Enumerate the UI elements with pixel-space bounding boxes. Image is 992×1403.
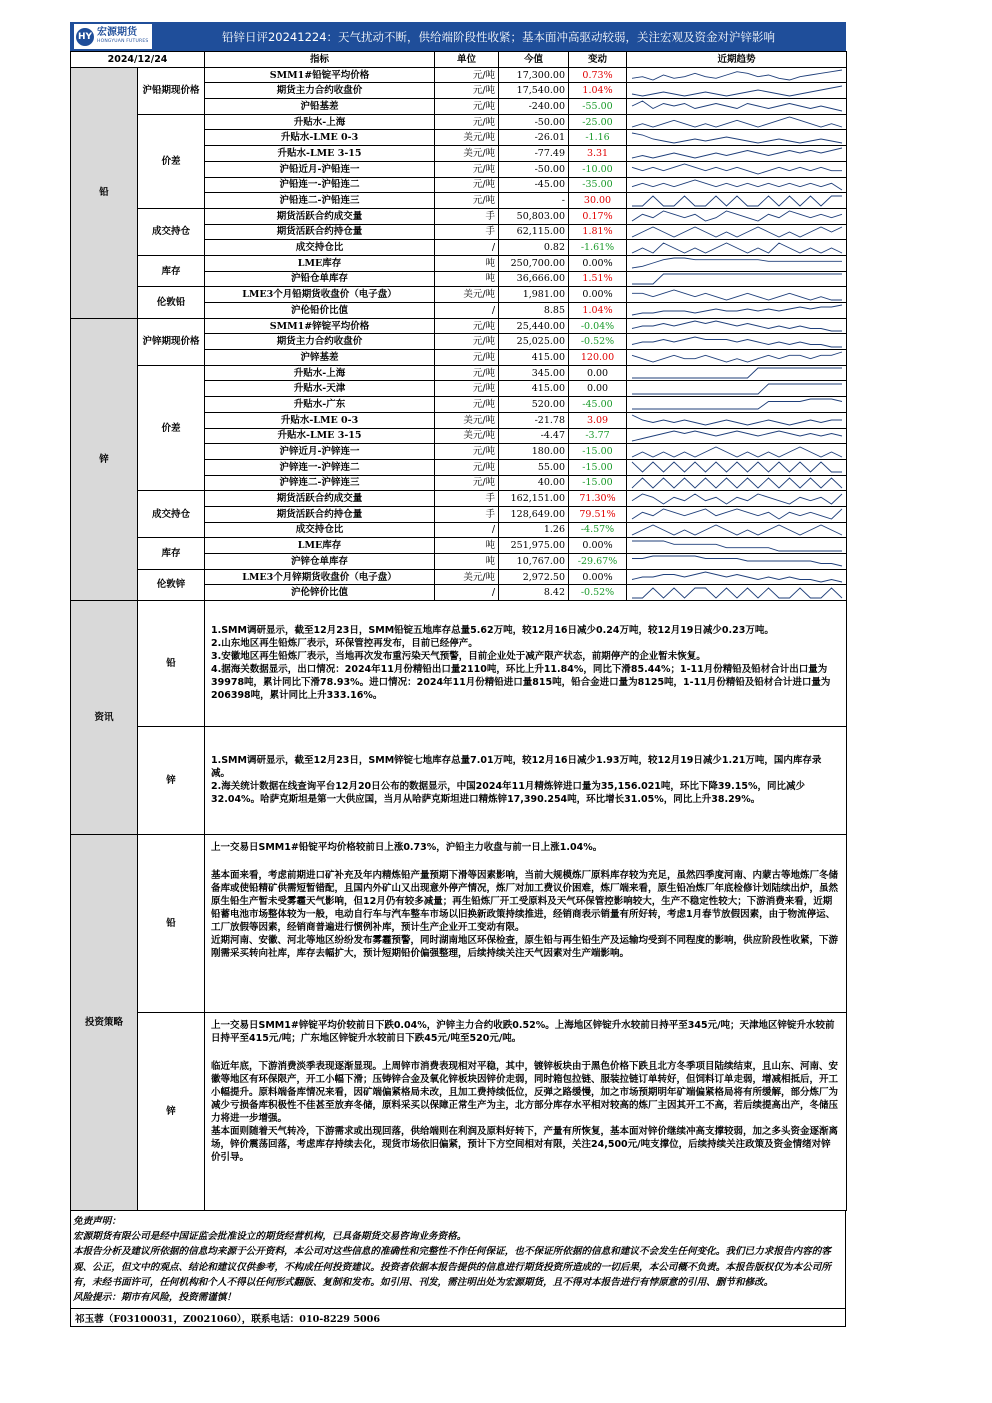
value-cell: -77.49 bbox=[499, 146, 569, 162]
trend-sparkline bbox=[627, 569, 847, 585]
sparkline-chart bbox=[630, 429, 844, 443]
indicator-name: 升贴水-上海 bbox=[205, 365, 435, 381]
indicator-name: 期货活跃合约成交量 bbox=[205, 491, 435, 507]
change-cell: -15.00 bbox=[569, 475, 627, 491]
change-cell: 0.73% bbox=[569, 67, 627, 83]
value-cell: 250,700.00 bbox=[499, 255, 569, 271]
value-cell: 520.00 bbox=[499, 397, 569, 413]
change-cell: 79.51% bbox=[569, 506, 627, 522]
unit-cell: 元/吨 bbox=[435, 397, 499, 413]
sparkline-chart bbox=[630, 554, 844, 568]
report-title: 铅锌日评20241224：天气扰动不断，供给端阶段性收紧；基本面冲高驱动较弱，关注宏观及资金对沪锌影响 bbox=[221, 29, 776, 44]
column-header-row bbox=[71, 52, 847, 68]
indicator-name: 沪铅近月-沪铅连一 bbox=[205, 161, 435, 177]
change-cell: 1.04% bbox=[569, 303, 627, 319]
indicator-name: LME库存 bbox=[205, 538, 435, 554]
value-cell: -50.00 bbox=[499, 114, 569, 130]
unit-cell: / bbox=[435, 240, 499, 256]
indicator-name: 沪锌基差 bbox=[205, 350, 435, 366]
change-cell: -0.04% bbox=[569, 318, 627, 334]
sparkline-line bbox=[632, 368, 842, 378]
sparkline-line bbox=[632, 133, 842, 143]
change-cell: 0.00 bbox=[569, 365, 627, 381]
table-row bbox=[71, 491, 847, 507]
indicator-name: 期货活跃合约成交量 bbox=[205, 208, 435, 224]
sparkline-chart bbox=[630, 84, 844, 98]
strategy-zinc-label: 锌 bbox=[138, 1013, 205, 1211]
indicator-name: 升贴水-LME 3-15 bbox=[205, 428, 435, 444]
sparkline-chart bbox=[630, 272, 844, 286]
sparkline-line bbox=[632, 462, 842, 472]
value-cell: 62,115.00 bbox=[499, 224, 569, 240]
sparkline-chart bbox=[630, 225, 844, 239]
unit-cell: 美元/吨 bbox=[435, 146, 499, 162]
unit-cell: 美元/吨 bbox=[435, 569, 499, 585]
sparkline-line bbox=[632, 148, 842, 158]
sparkline-line bbox=[632, 290, 842, 300]
value-cell: -21.78 bbox=[499, 412, 569, 428]
sparkline-chart bbox=[630, 413, 844, 427]
change-cell: 30.00 bbox=[569, 193, 627, 209]
trend-sparkline bbox=[627, 318, 847, 334]
indicator-name: 沪铅连二-沪铅连三 bbox=[205, 193, 435, 209]
sparkline-chart bbox=[630, 523, 844, 537]
trend-sparkline bbox=[627, 538, 847, 554]
table-row bbox=[71, 569, 847, 585]
indicator-name: 成交持仓比 bbox=[205, 522, 435, 538]
indicator-name: 升贴水-LME 0-3 bbox=[205, 130, 435, 146]
indicator-name: LME库存 bbox=[205, 255, 435, 271]
trend-sparkline bbox=[627, 67, 847, 83]
unit-cell: 吨 bbox=[435, 271, 499, 287]
table-row bbox=[71, 208, 847, 224]
change-cell: -15.00 bbox=[569, 444, 627, 460]
unit-cell: 元/吨 bbox=[435, 475, 499, 491]
sparkline-line bbox=[632, 196, 842, 206]
news-lead-label: 铅 bbox=[138, 601, 205, 726]
change-cell: -0.52% bbox=[569, 585, 627, 601]
sparkline-chart bbox=[630, 178, 844, 192]
value-cell: -45.00 bbox=[499, 177, 569, 193]
sparkline-chart bbox=[630, 476, 844, 490]
sparkline-line bbox=[632, 494, 842, 504]
value-cell: 17,540.00 bbox=[499, 83, 569, 99]
unit-cell: 元/吨 bbox=[435, 193, 499, 209]
group-label: 价差 bbox=[138, 365, 205, 491]
trend-sparkline bbox=[627, 506, 847, 522]
change-cell: 0.00% bbox=[569, 255, 627, 271]
unit-cell: 元/吨 bbox=[435, 99, 499, 115]
value-cell: -240.00 bbox=[499, 99, 569, 115]
strategy-zinc-text: 上一交易日SMM1#锌锭平均价较前日下跌0.04%，沪锌主力合约收跌0.52%。上海地区锌锭升水较前日持平至345元/吨；天津地区锌锭升水较前日持平至415元/吨；广东地区锌锭升水较前日下跌45元/吨至520元/吨。 临近年底，下游消费淡季表现逐渐显现。上周锌市消费表现相对平稳，其中，镀锌板块由于黑色价格下跌且北方冬季项目陆续结束，且山东、河南、安徽等地区有环保限产，开工小幅下滑；压铸锌合金及氧化锌板块因锌价走弱，同时箱包拉链、服装拉链订单转好，但饲料订单走弱，增减相抵后，开工小幅提升。原料端备库情况来看，因矿端偏紧格局未改，且加工费持续低位，反弹之路缓慢，加之市场预期明年矿端偏紧格局将有所缓解，部分炼厂为减少亏损备库积极性不佳甚至放弃冬储，原料采买以保障正常生产为主，北方部分库存水平相对较高的炼厂主因其开工不高，若后续提高出产，冬储压力将进一步增强。 基本面则随着天气转冷，下游需求或出现回落，供给端则在利润及原料好转下，产量有所恢复，基本面对锌价继续冲高支撑较弱，加之多头资金逐渐离场，锌价震荡回落，考虑库存持续去化，现货市场依旧偏紧，预计下方空间相对有限，关注24,500元/吨支撑位，后续持续关注政策及资金情绪对锌价引导。 bbox=[205, 1013, 847, 1211]
sparkline-line bbox=[632, 227, 842, 237]
sparkline-chart bbox=[630, 209, 844, 223]
trend-sparkline bbox=[627, 334, 847, 350]
group-label: 沪锌期现价格 bbox=[138, 318, 205, 365]
indicator-name: 期货活跃合约持仓量 bbox=[205, 506, 435, 522]
unit-cell: 吨 bbox=[435, 538, 499, 554]
trend-sparkline bbox=[627, 208, 847, 224]
unit-cell: 元/吨 bbox=[435, 177, 499, 193]
sparkline-line bbox=[632, 556, 842, 566]
indicator-name: 期货主力合约收盘价 bbox=[205, 83, 435, 99]
logo-name: 宏源期货 bbox=[97, 26, 137, 38]
trend-sparkline bbox=[627, 459, 847, 475]
value-cell: 180.00 bbox=[499, 444, 569, 460]
col-change: 变动 bbox=[569, 52, 627, 68]
group-label: 库存 bbox=[138, 538, 205, 569]
value-cell: -50.00 bbox=[499, 161, 569, 177]
unit-cell: 元/吨 bbox=[435, 459, 499, 475]
indicator-name: LME3个月锌期货收盘价（电子盘） bbox=[205, 569, 435, 585]
change-cell: 3.09 bbox=[569, 412, 627, 428]
unit-cell: 元/吨 bbox=[435, 350, 499, 366]
indicator-name: 沪铅连一-沪铅连二 bbox=[205, 177, 435, 193]
unit-cell: 元/吨 bbox=[435, 334, 499, 350]
company-logo bbox=[74, 24, 152, 49]
change-cell: -45.00 bbox=[569, 397, 627, 413]
sparkline-chart bbox=[630, 586, 844, 600]
trend-sparkline bbox=[627, 444, 847, 460]
section-label: 铅 bbox=[71, 67, 138, 318]
logo-name-en: HONGYUAN FUTURES bbox=[97, 38, 149, 44]
group-label: 库存 bbox=[138, 255, 205, 286]
unit-cell: 手 bbox=[435, 208, 499, 224]
value-cell: 17,300.00 bbox=[499, 67, 569, 83]
sparkline-line bbox=[632, 588, 842, 598]
value-cell: 345.00 bbox=[499, 365, 569, 381]
change-cell: 0.17% bbox=[569, 208, 627, 224]
sparkline-chart bbox=[630, 397, 844, 411]
strategy-lead-label: 铅 bbox=[138, 835, 205, 1013]
indicator-name: SMM1#锌锭平均价格 bbox=[205, 318, 435, 334]
group-label: 成交持仓 bbox=[138, 208, 205, 255]
logo-icon: HY bbox=[76, 28, 94, 46]
unit-cell: 手 bbox=[435, 224, 499, 240]
change-cell: 71.30% bbox=[569, 491, 627, 507]
sparkline-chart bbox=[630, 460, 844, 474]
trend-sparkline bbox=[627, 287, 847, 303]
unit-cell: 美元/吨 bbox=[435, 412, 499, 428]
sparkline-chart bbox=[630, 445, 844, 459]
change-cell: -29.67% bbox=[569, 554, 627, 570]
change-cell: -4.57% bbox=[569, 522, 627, 538]
news-zinc-text: 1.SMM调研显示，截至12月23日，SMM锌锭七地库存总量7.01万吨，较12月16日减少1.93万吨，较12月19日减少1.21万吨，国内库存录减。 2.海关统计数据在线查询平台12月20日公布的数据显示，中国2024年11月精炼锌进口量为35,156.021吨，环比下降39.15%，同比减少32.04%。哈萨克斯坦是第一大供应国，当月从哈萨克斯坦进口精炼锌17,390.254吨，环比增长31.05%，同比上升38.29%。 bbox=[205, 726, 847, 834]
trend-sparkline bbox=[627, 365, 847, 381]
news-table bbox=[70, 601, 847, 835]
trend-sparkline bbox=[627, 224, 847, 240]
sparkline-chart bbox=[630, 492, 844, 506]
disclaimer-title: 免责声明： bbox=[73, 1216, 121, 1228]
change-cell: -55.00 bbox=[569, 99, 627, 115]
change-cell: 1.51% bbox=[569, 271, 627, 287]
unit-cell: 元/吨 bbox=[435, 161, 499, 177]
sparkline-line bbox=[632, 86, 842, 96]
value-cell: 40.00 bbox=[499, 475, 569, 491]
value-cell: 162,151.00 bbox=[499, 491, 569, 507]
disclaimer-line: 宏源期货有限公司是经中国证监会批准设立的期货经营机构，已具备期货交易咨询业务资格。 bbox=[73, 1231, 467, 1243]
report-sheet bbox=[70, 22, 846, 1327]
unit-cell: 元/吨 bbox=[435, 318, 499, 334]
section-label: 锌 bbox=[71, 318, 138, 600]
unit-cell: / bbox=[435, 522, 499, 538]
unit-cell: 吨 bbox=[435, 554, 499, 570]
sparkline-line bbox=[632, 337, 842, 347]
trend-sparkline bbox=[627, 412, 847, 428]
sparkline-chart bbox=[630, 319, 844, 333]
author-contact: 祁玉蓉（F03100031，Z0021060），联系电话：010-8229 5006 bbox=[70, 1309, 846, 1327]
sparkline-line bbox=[632, 180, 842, 190]
change-cell: 120.00 bbox=[569, 350, 627, 366]
sparkline-chart bbox=[630, 539, 844, 553]
value-cell: 0.82 bbox=[499, 240, 569, 256]
risk-warning: 风险提示：期市有风险，投资需谨慎！ bbox=[73, 1292, 237, 1304]
sparkline-line bbox=[632, 258, 842, 268]
trend-sparkline bbox=[627, 99, 847, 115]
trend-sparkline bbox=[627, 381, 847, 397]
sparkline-line bbox=[632, 509, 842, 519]
change-cell: -1.16 bbox=[569, 130, 627, 146]
trend-sparkline bbox=[627, 350, 847, 366]
disclaimer-line: 本报告分析及建议所依据的信息均来源于公开资料，本公司对这些信息的准确性和完整性不作任何保证，也不保证所依据的信息和建议不会发生任何变化。我们已力求报告内容的客观、公正，但文中的观点、结论和建议仅供参考，不构成任何投资建议。投资者依据本报告提供的信息进行期货投资所造成的一切后果，本公司概不负责。本报告版权仅为本公司所有，未经书面许可，任何机构和个人不得以任何形式翻版、复制和发布。如引用、刊发，需注明出处为宏源期货，且不得对本报告进行有悖原意的引用、删节和修改。 bbox=[73, 1246, 831, 1288]
trend-sparkline bbox=[627, 146, 847, 162]
indicator-name: 升贴水-广东 bbox=[205, 397, 435, 413]
indicator-name: 升贴水-上海 bbox=[205, 114, 435, 130]
trend-sparkline bbox=[627, 554, 847, 570]
change-cell: -15.00 bbox=[569, 459, 627, 475]
change-cell: -1.61% bbox=[569, 240, 627, 256]
value-cell: 25,025.00 bbox=[499, 334, 569, 350]
sparkline-chart bbox=[630, 350, 844, 364]
sparkline-line bbox=[632, 352, 842, 362]
value-cell: - bbox=[499, 193, 569, 209]
trend-sparkline bbox=[627, 193, 847, 209]
unit-cell: 手 bbox=[435, 506, 499, 522]
trend-sparkline bbox=[627, 491, 847, 507]
unit-cell: 元/吨 bbox=[435, 83, 499, 99]
sparkline-chart bbox=[630, 241, 844, 255]
change-cell: -35.00 bbox=[569, 177, 627, 193]
strategy-label: 投资策略 bbox=[71, 835, 138, 1211]
indicator-name: 沪锌连一-沪锌连二 bbox=[205, 459, 435, 475]
table-row bbox=[71, 365, 847, 381]
trend-sparkline bbox=[627, 522, 847, 538]
sparkline-line bbox=[632, 101, 842, 111]
sparkline-chart bbox=[630, 146, 844, 160]
trend-sparkline bbox=[627, 303, 847, 319]
news-lead-text: 1.SMM调研显示，截至12月23日，SMM铅锭五地库存总量5.62万吨，较12月16日减少0.24万吨，较12月19日减少0.23万吨。 2.山东地区再生铅炼厂表示，环保管控再发布，目前已经停产。 3.安徽地区再生铅炼厂表示，当地再次发布重污染天气预警，目前企业处于减产限产状态，前期停产的企业暂未恢复。 4.据海关数据显示，出口情况：2024年11月份精铅出口量2110吨，环比上升11.84%，同比下滑85.44%；1-11月份精铅及铅材合计出口量为39978吨，累计同比下滑78.93%。进口情况：2024年11月份精铅进口量815吨，铅合金进口量为8125吨，1-11月份精铅及铅材合计进口量为206398吨，累计同比上升333.16%。 bbox=[205, 601, 847, 726]
sparkline-line bbox=[632, 399, 842, 409]
trend-sparkline bbox=[627, 255, 847, 271]
data-table bbox=[70, 51, 847, 601]
unit-cell: 元/吨 bbox=[435, 365, 499, 381]
unit-cell: 美元/吨 bbox=[435, 130, 499, 146]
indicator-name: 沪伦锌价比值 bbox=[205, 585, 435, 601]
value-cell: 251,975.00 bbox=[499, 538, 569, 554]
sparkline-line bbox=[632, 541, 842, 551]
change-cell: -3.77 bbox=[569, 428, 627, 444]
trend-sparkline bbox=[627, 397, 847, 413]
value-cell: 415.00 bbox=[499, 381, 569, 397]
value-cell: 1,981.00 bbox=[499, 287, 569, 303]
value-cell: 8.42 bbox=[499, 585, 569, 601]
disclaimer bbox=[70, 1211, 846, 1309]
change-cell: 0.00% bbox=[569, 287, 627, 303]
change-cell: 1.81% bbox=[569, 224, 627, 240]
value-cell: 25,440.00 bbox=[499, 318, 569, 334]
table-row bbox=[71, 114, 847, 130]
sparkline-chart bbox=[630, 99, 844, 113]
indicator-name: 成交持仓比 bbox=[205, 240, 435, 256]
sparkline-line bbox=[632, 525, 842, 535]
sparkline-line bbox=[632, 572, 842, 582]
trend-sparkline bbox=[627, 130, 847, 146]
news-zinc-label: 锌 bbox=[138, 726, 205, 834]
trend-sparkline bbox=[627, 177, 847, 193]
sparkline-chart bbox=[630, 68, 844, 82]
unit-cell: 元/吨 bbox=[435, 444, 499, 460]
group-label: 伦敦铅 bbox=[138, 287, 205, 318]
change-cell: -0.52% bbox=[569, 334, 627, 350]
sparkline-chart bbox=[630, 131, 844, 145]
unit-cell: 吨 bbox=[435, 255, 499, 271]
value-cell: 2,972.50 bbox=[499, 569, 569, 585]
value-cell: 128,649.00 bbox=[499, 506, 569, 522]
sparkline-chart bbox=[630, 115, 844, 129]
col-unit: 单位 bbox=[435, 52, 499, 68]
sparkline-line bbox=[632, 211, 842, 221]
value-cell: 8.85 bbox=[499, 303, 569, 319]
trend-sparkline bbox=[627, 475, 847, 491]
value-cell: 415.00 bbox=[499, 350, 569, 366]
indicator-name: 沪锌仓单库存 bbox=[205, 554, 435, 570]
report-date: 2024/12/24 bbox=[71, 52, 205, 68]
indicator-name: 沪锌连二-沪锌连三 bbox=[205, 475, 435, 491]
change-cell: 0.00 bbox=[569, 381, 627, 397]
unit-cell: 美元/吨 bbox=[435, 428, 499, 444]
sparkline-line bbox=[632, 70, 842, 80]
trend-sparkline bbox=[627, 161, 847, 177]
sparkline-chart bbox=[630, 256, 844, 270]
value-cell: 50,803.00 bbox=[499, 208, 569, 224]
table-row bbox=[71, 538, 847, 554]
sparkline-chart bbox=[630, 194, 844, 208]
col-value: 今值 bbox=[499, 52, 569, 68]
indicator-name: 升贴水-天津 bbox=[205, 381, 435, 397]
sparkline-line bbox=[632, 478, 842, 488]
sparkline-line bbox=[632, 415, 842, 425]
sparkline-line bbox=[632, 384, 842, 394]
indicator-name: 升贴水-LME 3-15 bbox=[205, 146, 435, 162]
unit-cell: 美元/吨 bbox=[435, 287, 499, 303]
sparkline-line bbox=[632, 431, 842, 441]
group-label: 成交持仓 bbox=[138, 491, 205, 538]
indicator-name: 期货活跃合约持仓量 bbox=[205, 224, 435, 240]
news-label: 资讯 bbox=[71, 601, 138, 834]
value-cell: -26.01 bbox=[499, 130, 569, 146]
change-cell: 0.00% bbox=[569, 538, 627, 554]
unit-cell: / bbox=[435, 303, 499, 319]
group-label: 沪铅期现价格 bbox=[138, 67, 205, 114]
sparkline-line bbox=[632, 447, 842, 457]
trend-sparkline bbox=[627, 240, 847, 256]
sparkline-chart bbox=[630, 570, 844, 584]
indicator-name: SMM1#铅锭平均价格 bbox=[205, 67, 435, 83]
col-trend: 近期趋势 bbox=[627, 52, 847, 68]
value-cell: 55.00 bbox=[499, 459, 569, 475]
trend-sparkline bbox=[627, 114, 847, 130]
sparkline-line bbox=[632, 117, 842, 127]
col-indicator: 指标 bbox=[205, 52, 435, 68]
unit-cell: 手 bbox=[435, 491, 499, 507]
sparkline-chart bbox=[630, 366, 844, 380]
sparkline-line bbox=[632, 164, 842, 174]
sparkline-chart bbox=[630, 303, 844, 317]
value-cell: 1.26 bbox=[499, 522, 569, 538]
sparkline-chart bbox=[630, 162, 844, 176]
value-cell: 10,767.00 bbox=[499, 554, 569, 570]
change-cell: 1.04% bbox=[569, 83, 627, 99]
change-cell: 0.00% bbox=[569, 569, 627, 585]
indicator-name: 期货主力合约收盘价 bbox=[205, 334, 435, 350]
value-cell: 36,666.00 bbox=[499, 271, 569, 287]
table-row bbox=[71, 67, 847, 83]
sparkline-chart bbox=[630, 382, 844, 396]
sparkline-chart bbox=[630, 288, 844, 302]
table-row bbox=[71, 318, 847, 334]
sparkline-chart bbox=[630, 507, 844, 521]
unit-cell: 元/吨 bbox=[435, 381, 499, 397]
sparkline-line bbox=[632, 305, 842, 315]
strategy-table bbox=[70, 835, 847, 1212]
trend-sparkline bbox=[627, 585, 847, 601]
sparkline-chart bbox=[630, 335, 844, 349]
trend-sparkline bbox=[627, 83, 847, 99]
indicator-name: LME3个月铅期货收盘价（电子盘） bbox=[205, 287, 435, 303]
change-cell: -10.00 bbox=[569, 161, 627, 177]
unit-cell: 元/吨 bbox=[435, 67, 499, 83]
report-header bbox=[70, 22, 846, 51]
indicator-name: 沪铅基差 bbox=[205, 99, 435, 115]
unit-cell: 元/吨 bbox=[435, 114, 499, 130]
trend-sparkline bbox=[627, 271, 847, 287]
indicator-name: 沪锌近月-沪锌连一 bbox=[205, 444, 435, 460]
table-row bbox=[71, 287, 847, 303]
strategy-lead-text: 上一交易日SMM1#铅锭平均价格较前日上涨0.73%，沪铅主力收盘与前一日上涨1.04%。 基本面来看，考虑前期进口矿补充及年内精炼铅产量预期下滑等因素影响，当前大规模炼厂原料库存较为充足，虽然四季度河南、内蒙古等地炼厂冬储备库或使铅精矿供需短暂错配，且国内外矿山又出现意外停产情况，炼厂对加工费议价困难，炼厂端来看，原生铅冶炼厂年底检修计划陆续出炉，虽然原生铅生产暂未受雾霾天气影响，但12月仍有较多减量；再生铅炼厂开工受原料及天气环保管控影响较大，生产不稳定性较大；下游消费来看，近期铅蓄电池市场整体较为一般，电动自行车与汽车整车市场以旧换新政策持续推进，经销商表示销量有所好转，考虑1月春节放假因素，由于物流停运、工厂放假等因素，经销商普遍进行惯例补库，预计生产企业开工变动有限。 近期河南、安徽、河北等地区纷纷发布雾霾预警，同时湖南地区环保检查，原生铅与再生铅生产及运输均受到不同程度的影响，供应阶段性收紧，下游刚需采买转向社库，库存去幅扩大，预计短期铅价偏强整理，后续持续关注天气因素对生产端影响。 bbox=[205, 835, 847, 1013]
change-cell: 3.31 bbox=[569, 146, 627, 162]
indicator-name: 沪伦铅价比值 bbox=[205, 303, 435, 319]
change-cell: -25.00 bbox=[569, 114, 627, 130]
value-cell: -4.47 bbox=[499, 428, 569, 444]
indicator-name: 沪铅仓单库存 bbox=[205, 271, 435, 287]
indicator-name: 升贴水-LME 0-3 bbox=[205, 412, 435, 428]
group-label: 伦敦锌 bbox=[138, 569, 205, 600]
table-row bbox=[71, 255, 847, 271]
unit-cell: / bbox=[435, 585, 499, 601]
trend-sparkline bbox=[627, 428, 847, 444]
sparkline-line bbox=[632, 274, 842, 284]
sparkline-line bbox=[632, 243, 842, 253]
sparkline-line bbox=[632, 321, 842, 331]
group-label: 价差 bbox=[138, 114, 205, 208]
